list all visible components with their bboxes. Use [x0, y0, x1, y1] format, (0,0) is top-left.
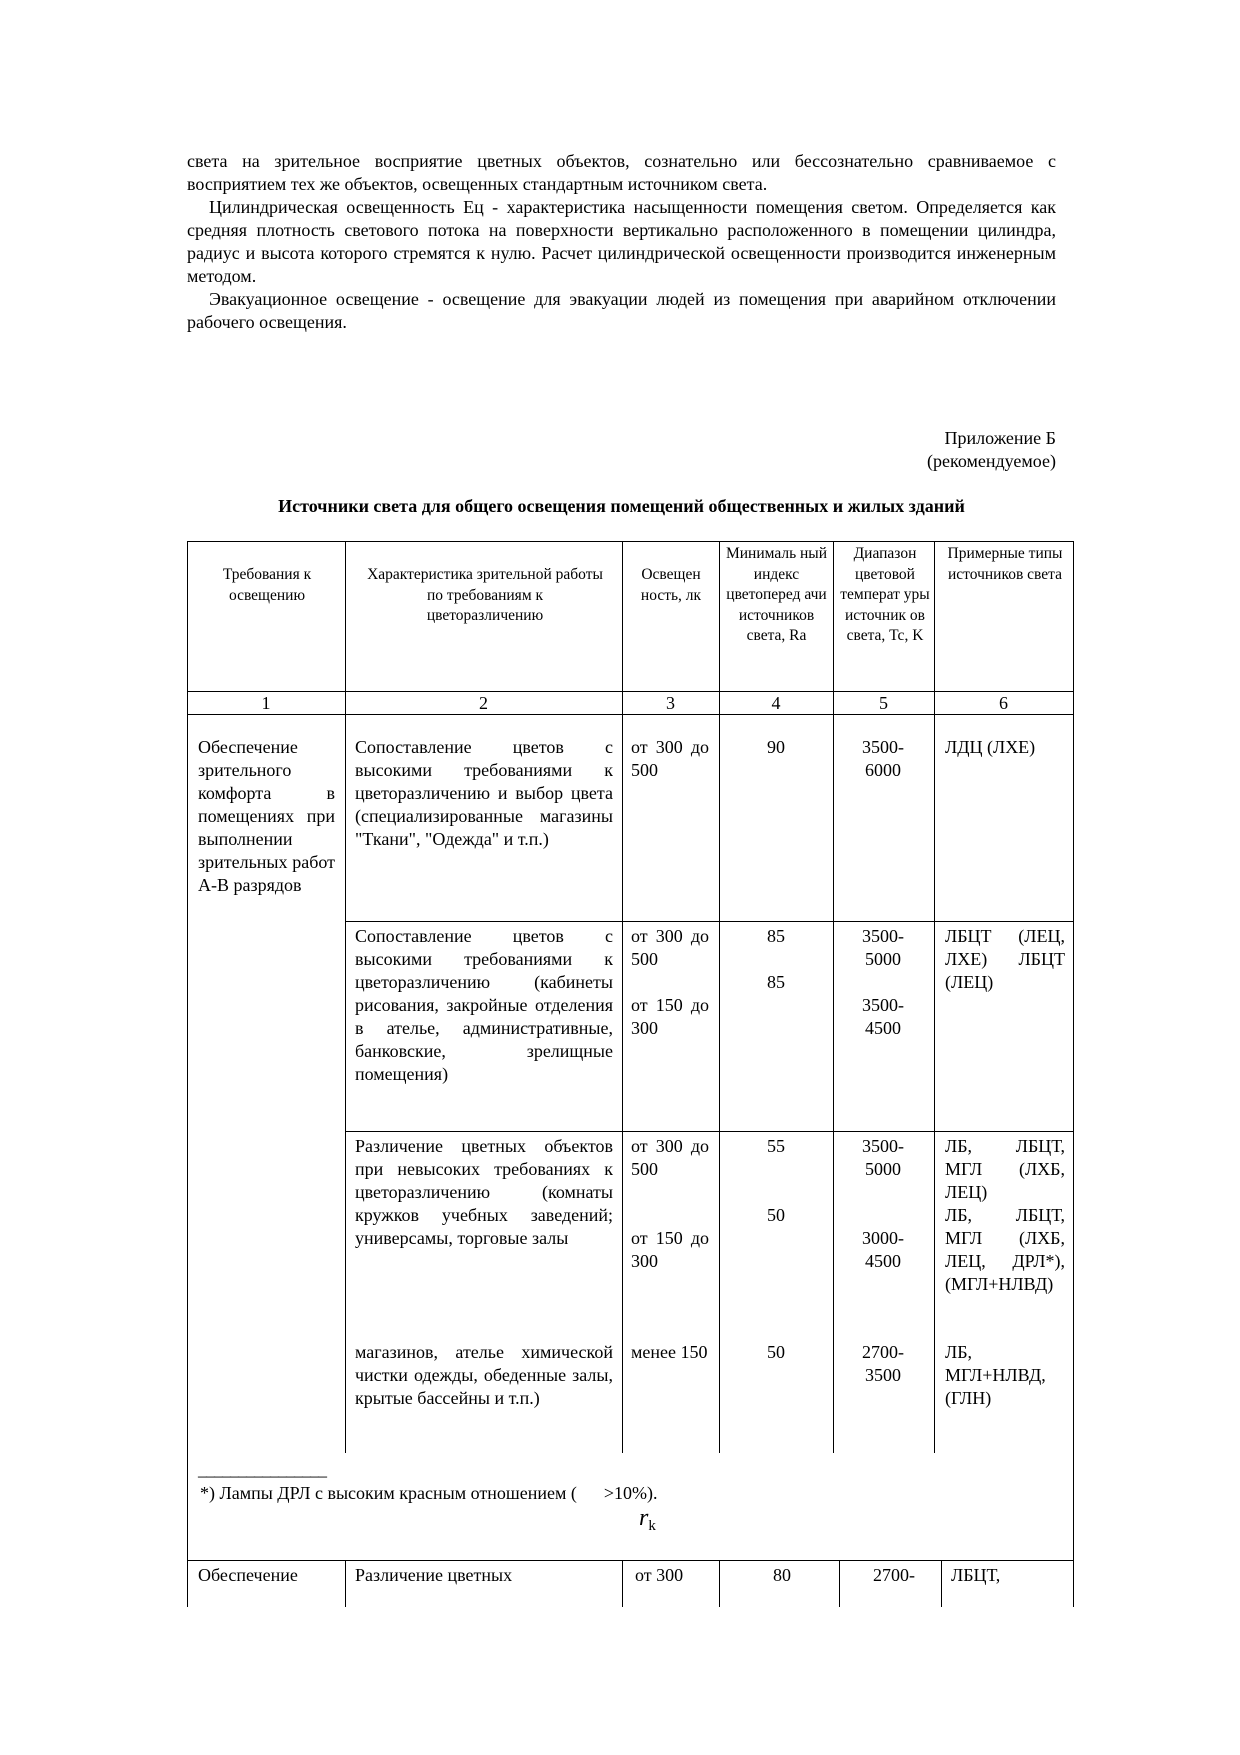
header-light-source-types: Примерные типы источников света — [947, 545, 1063, 583]
row2-color-temp-a: 3500-5000 — [862, 926, 904, 969]
col-divider-5 — [934, 541, 935, 1453]
row3-cri-a: 55 — [767, 1136, 785, 1156]
col-number-5: 5 — [879, 693, 888, 713]
appendix-status: (рекомендуемое) — [927, 451, 1056, 471]
col-divider-1 — [345, 541, 346, 1453]
row2-cri-b: 85 — [767, 972, 785, 992]
row4-light-types: ЛБ, МГЛ+НЛВД, (ГЛН) — [945, 1342, 1046, 1408]
table-title: Источники света для общего освещения помещений общественных и жилых зданий — [278, 496, 965, 516]
footnote-separator: ________________ — [198, 1459, 326, 1479]
row2-color-temp-b: 3500-4500 — [862, 995, 904, 1038]
row3-color-temp-b: 3000-4500 — [862, 1228, 904, 1271]
col-divider-3 — [719, 541, 720, 1453]
row1-work: Сопоставление цветов с высокими требованиями к цветоразличению и выбор цвета (специализированные магазины "Ткани", "Одежда" и т.п.) — [355, 737, 613, 849]
next-row-color-temp: 2700- — [873, 1565, 915, 1585]
row3-color-temp-a: 3500-5000 — [862, 1136, 904, 1179]
row2-illuminance-a: от 300 до 500 — [631, 926, 709, 969]
header-color-temperature: Диапазон цветовой температ уры источник ов света, Tc, K — [840, 545, 930, 644]
next-row-requirement: Обеспечение — [198, 1565, 298, 1585]
footnote-symbol: r — [639, 1505, 649, 1531]
row3-illuminance-a: от 300 до 500 — [631, 1136, 709, 1179]
row1-light-types: ЛДЦ (ЛХЕ) — [945, 737, 1036, 757]
row4-cri: 50 — [767, 1342, 785, 1362]
header-illuminance: Освещен ность, лк — [640, 566, 702, 604]
intro-paragraph-cylindrical: Цилиндрическая освещенность Ец - характеристика насыщенности помещения светом. Определяется как средняя плотность светового потока на поверхности вертикально расположенного в помещении цилиндра, радиус и высота которого стремятся к нулю. Расчет цилиндрической освещенности производится инженерным методом. — [187, 197, 1056, 286]
footnote-text: *) Лампы ДРЛ с высоким красным отношением ( >10%). — [200, 1483, 658, 1503]
row2-light-types: ЛБЦТ (ЛЕЦ, ЛХЕ) ЛБЦТ (ЛЕЦ) — [945, 926, 1065, 992]
col-number-3: 3 — [666, 693, 675, 713]
row2-bottom-line — [345, 1131, 1074, 1132]
row4-work: магазинов, ателье химической чистки одежды, обеденные залы, крытые бассейны и т.п.) — [355, 1342, 613, 1408]
row3-light-types-b: ЛБ, ЛБЦТ, МГЛ (ЛХБ, ЛЕЦ, ДРЛ*), (МГЛ+НЛВД) — [945, 1205, 1065, 1294]
next-row-work: Различение цветных — [355, 1565, 513, 1585]
table-border-top — [187, 541, 1074, 542]
row1-color-temp: 3500-6000 — [862, 737, 904, 780]
next-row-light-types: ЛБЦТ, — [951, 1565, 1001, 1585]
col-number-1: 1 — [261, 693, 271, 713]
next-row-divider-2 — [622, 1560, 623, 1607]
row2-illuminance-b: от 150 до 300 — [631, 995, 709, 1038]
row3-illuminance-b: от 150 до 300 — [631, 1228, 709, 1271]
col-number-6: 6 — [999, 693, 1008, 713]
row1-illuminance: от 300 до 500 — [631, 737, 709, 780]
col-divider-4 — [833, 541, 834, 1453]
col-number-4: 4 — [771, 693, 781, 713]
row3-cri-b: 50 — [767, 1205, 785, 1225]
row2-cri-a: 85 — [767, 926, 785, 946]
next-row-divider-3 — [719, 1560, 720, 1607]
requirement-cell: Обеспечение зрительного комфорта в помещениях при выполнении зрительных работ А-В разрядов — [198, 737, 335, 895]
col-number-2: 2 — [479, 693, 488, 713]
header-work-characteristic: Характеристика зрительной работы по требованиям к цветоразличению — [367, 566, 603, 624]
row1-bottom-line — [345, 921, 1074, 922]
row1-cri: 90 — [767, 737, 785, 757]
next-row-divider-5 — [941, 1560, 942, 1607]
footnote-symbol-r — [639, 1504, 656, 1540]
intro-paragraph-1: света на зрительное восприятие цветных объектов, сознательно или бессознательно сравниваемое с восприятием тех же объектов, освещенных стандартным источником света. — [187, 151, 1056, 194]
intro-paragraph-evacuation: Эвакуационное освещение - освещение для эвакуации людей из помещения при аварийном отключении рабочего освещения. — [187, 289, 1056, 332]
next-row-divider-4 — [839, 1560, 840, 1607]
row4-color-temp: 2700-3500 — [862, 1342, 904, 1385]
table-border-right — [1073, 541, 1074, 1607]
header-min-cri: Минималь ный индекс цветоперед ачи источников света, Ra — [725, 545, 828, 644]
footnote-subscript: k — [648, 1518, 656, 1534]
next-row-divider-1 — [345, 1560, 346, 1607]
row4-illuminance: менее 150 — [631, 1342, 708, 1362]
row2-work: Сопоставление цветов с высокими требованиями к цветоразличению (кабинеты рисования, закройные отделения в ателье, административные, банковские, зрелищные помещения) — [355, 926, 613, 1084]
appendix-label: Приложение Б — [944, 428, 1056, 448]
next-row-illuminance: от 300 — [635, 1565, 684, 1585]
col-divider-2 — [622, 541, 623, 1453]
header-requirements: Требования к освещению — [222, 566, 312, 604]
row3-work: Различение цветных объектов при невысоких требованиях к цветоразличению (комнаты кружков учебных заведений; универсамы, торговые залы — [355, 1136, 613, 1248]
row3-light-types-a: ЛБ, ЛБЦТ, МГЛ (ЛХБ, ЛЕЦ) — [945, 1136, 1065, 1202]
next-row-cri: 80 — [773, 1565, 791, 1585]
